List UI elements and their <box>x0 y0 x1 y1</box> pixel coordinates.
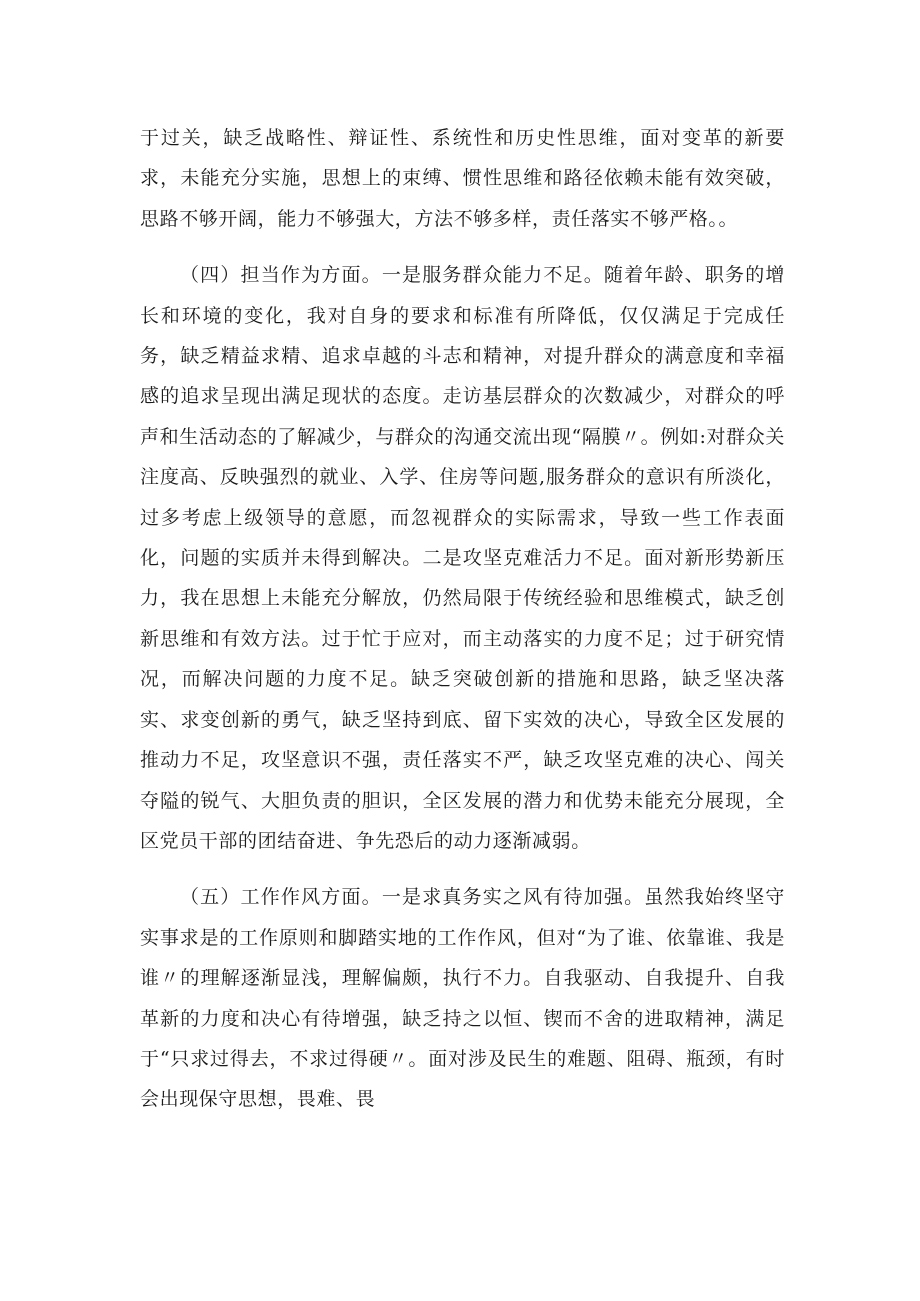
paragraph-continuation: 于过关，缺乏战略性、辩证性、系统性和历史性思维，面对变革的新要求，未能充分实施，思想上的束缚、惯性思维和路径依赖未能有效突破，思路不够开阔，能力不够强大，方法不够多样，责任落实不够严格。。 <box>140 127 785 230</box>
document-body <box>140 118 785 1120</box>
paragraph-section-4: （四）担当作为方面。一是服务群众能力不足。随着年龄、职务的增长和环境的变化，我对自身的要求和标准有所降低，仅仅满足于完成任务，缺乏精益求精、追求卓越的斗志和精神，对提升群众的满意度和幸福感的追求呈现出满足现状的态度。走访基层群众的次数减少，对群众的呼声和生活动态的了解减少，与群众的沟通交流出现“隔膜〃。例如:对群众关注度高、反映强烈的就业、入学、住房等问题,服务群众的意识有所淡化，过多考虑上级领导的意愿，而忽视群众的实际需求，导致一些工作表面化，问题的实质并未得到解决。二是攻坚克难活力不足。面对新形势新压力，我在思想上未能充分解放，仍然局限于传统经验和思维模式，缺乏创新思维和有效方法。过于忙于应对，而主动落实的力度不足；过于研究情况，而解决问题的力度不足。缺乏突破创新的措施和思路，缺乏坚决落实、求变创新的勇气，缺乏坚持到底、留下实效的决心，导致全区发展的推动力不足，攻坚意识不强，责任落实不严，缺乏攻坚克难的决心、闯关夺隘的锐气、大胆负责的胆识，全区发展的潜力和优势未能充分展现，全区党员干部的团结奋进、争先恐后的动力逐渐减弱。 <box>140 264 785 852</box>
paragraph-section-5: （五）工作作风方面。一是求真务实之风有待加强。虽然我始终坚守实事求是的工作原则和脚踏实地的工作作风，但对“为了谁、依靠谁、我是谁〃的理解逐渐显浅，理解偏颇，执行不力。自我驱动、自我提升、自我革新的力度和决心有待增强，缺乏持之以恒、锲而不舍的进取精神，满足于“只求过得去，不求过得硬〃。面对涉及民生的难题、阻碍、瓶颈，有时会出现保守思想，畏难、畏 <box>140 886 785 1111</box>
